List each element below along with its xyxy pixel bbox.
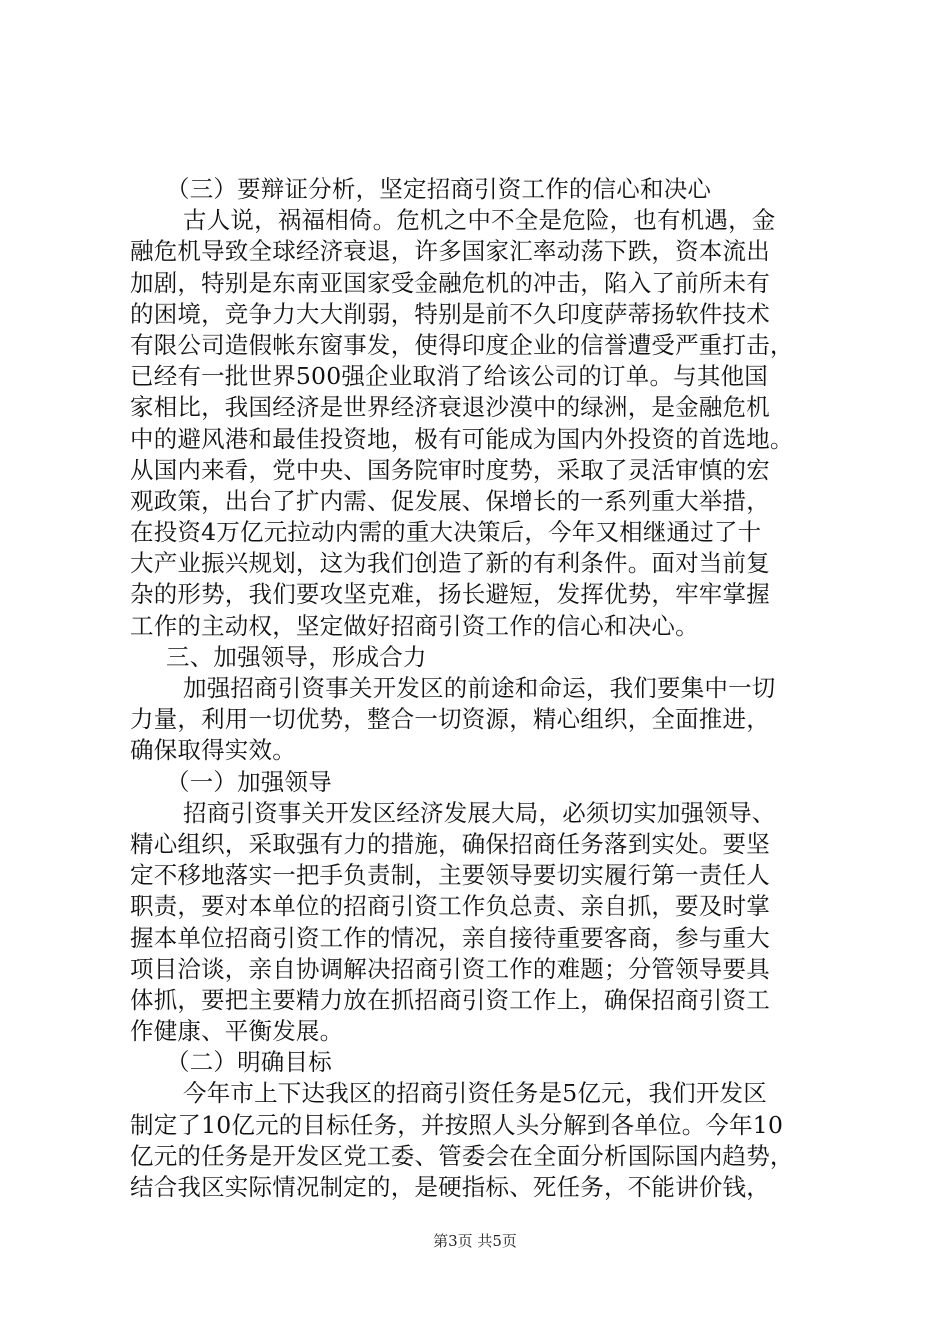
text-line: 杂的形势，我们要攻坚克难，扬长避短，发挥优势，牢牢掌握 bbox=[130, 580, 770, 609]
text-line: 在投资4万亿元拉动内需的重大决策后，今年又相继通过了十 bbox=[130, 518, 762, 547]
text-line: 古人说，祸福相倚。危机之中不全是危险，也有机遇，金 bbox=[183, 206, 776, 235]
text-line: 职责，要对本单位的招商引资工作负总责、亲自抓，要及时掌 bbox=[130, 892, 770, 921]
text-line: 的困境，竞争力大大削弱，特别是前不久印度萨蒂扬软件技术 bbox=[130, 299, 770, 328]
text-line: 亿元的任务是开发区党工委、管委会在全面分析国际国内趋势， bbox=[130, 1141, 794, 1170]
text-line: 家相比，我国经济是世界经济衰退沙漠中的绿洲，是金融危机 bbox=[130, 393, 770, 422]
text-line: 今年市上下达我区的招商引资任务是5亿元，我们开发区 bbox=[183, 1079, 767, 1108]
text-line: 大产业振兴规划，这为我们创造了新的有利条件。面对当前复 bbox=[130, 549, 770, 578]
text-line: 结合我区实际情况制定的，是硬指标、死任务，不能讲价钱， bbox=[130, 1173, 770, 1201]
document-body bbox=[130, 174, 850, 1203]
subsection-heading: （三）要辩证分析，坚定招商引资工作的信心和决心 bbox=[166, 175, 712, 203]
text-line: 作健康、平衡发展。 bbox=[130, 1017, 344, 1046]
text-line: 加强招商引资事关开发区的前途和命运，我们要集中一切 bbox=[183, 674, 776, 702]
text-line: 握本单位招商引资工作的情况，亲自接待重要客商，参与重大 bbox=[130, 923, 770, 952]
text-line: 确保取得实效。 bbox=[130, 736, 296, 765]
text-line: 工作的主动权，坚定做好招商引资工作的信心和决心。 bbox=[130, 611, 699, 640]
text-line: 定不移地落实一把手负责制，主要领导要切实履行第一责任人 bbox=[130, 861, 770, 890]
text-line: 加剧，特别是东南亚国家受金融危机的冲击，陷入了前所未有 bbox=[130, 268, 770, 297]
text-line: 中的避风港和最佳投资地，极有可能成为国内外投资的首选地。 bbox=[130, 424, 794, 453]
text-line: 精心组织，采取强有力的措施，确保招商任务落到实处。要坚 bbox=[130, 829, 770, 858]
text-line: 已经有一批世界500强企业取消了给该公司的订单。与其他国 bbox=[130, 362, 768, 391]
text-line: 观政策，出台了扩内需、促发展、保增长的一系列重大举措， bbox=[130, 486, 770, 515]
text-line: 有限公司造假帐东窗事发，使得印度企业的信誉遭受严重打击， bbox=[130, 330, 794, 359]
text-line: 融危机导致全球经济衰退，许多国家汇率动荡下跌，资本流出 bbox=[130, 237, 770, 266]
text-line: 力量，利用一切优势，整合一切资源，精心组织，全面推进， bbox=[130, 705, 770, 734]
text-line: 项目洽谈，亲自协调解决招商引资工作的难题；分管领导要具 bbox=[130, 954, 770, 983]
section-heading: 三、加强领导，形成合力 bbox=[166, 642, 427, 671]
page-footer: 第3页 共5页 bbox=[433, 1232, 517, 1250]
text-line: 招商引资事关开发区经济发展大局，必须切实加强领导、 bbox=[183, 798, 776, 827]
subsection-heading: （二）明确目标 bbox=[166, 1048, 332, 1077]
text-line: 体抓，要把主要精力放在抓招商引资工作上，确保招商引资工 bbox=[130, 985, 770, 1014]
subsection-heading: （一）加强领导 bbox=[166, 767, 332, 796]
text-line: 从国内来看，党中央、国务院审时度势，采取了灵活审慎的宏 bbox=[130, 455, 770, 484]
text-line: 制定了10亿元的目标任务，并按照人头分解到各单位。今年10 bbox=[130, 1110, 784, 1139]
